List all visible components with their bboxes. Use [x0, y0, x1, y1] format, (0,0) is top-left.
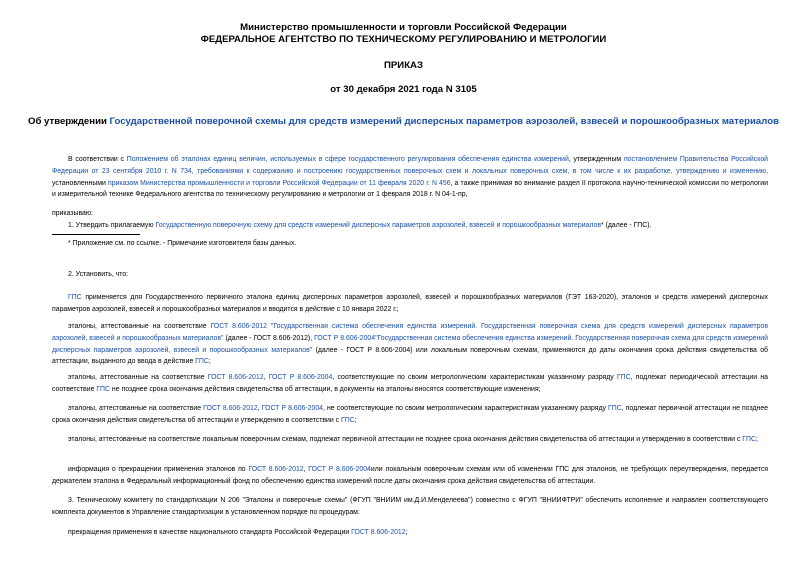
preamble-paragraph [52, 154, 768, 201]
item-text: , не соответствующие по своим метрологическим характеристикам указанному разряду [323, 405, 609, 412]
preamble-text: В соответствии с [68, 156, 127, 163]
item-2-heading: 2. Установить, что: [68, 271, 129, 278]
gps-link[interactable]: ГПС [68, 294, 82, 301]
gost-r-8-606-2004-link[interactable]: ГОСТ Р 8.606-2004"Государственная система обеспечения единства измерений. Государственная поверочная схема для средств измерений дисперсных параметров аэрозолей, взвесей и порошкообразных материалов" [52, 334, 768, 354]
item-2e [52, 434, 768, 446]
gost-8-606-2012-link[interactable]: ГОСТ 8.606-2012 "Государственная система обеспечения единства измерений. Государственная поверочная схема для средств измерений дисперсных параметров аэрозолей, взвесей и порошкообразных материалов" [52, 323, 768, 342]
item-text: применяется для Государственного первичного эталона единиц дисперсных параметров аэрозолей, взвесей и порошкообразных материалов (ГЭТ 163-2020), эталонов и средств измерений дисперсных параметров аэрозолей, взвесей и порошкообразных материалов и вводится в действие с 10 января 2022 г.; [52, 294, 768, 313]
item-2a [52, 292, 768, 316]
preamble-text: установленными [52, 179, 108, 187]
item-text: ; [354, 416, 357, 424]
gost-8-606-2012-link[interactable]: ГОСТ 8.606-2012 [248, 466, 304, 473]
document-title [0, 116, 807, 127]
item-text: информация о прекращении применения эталонов по [68, 466, 249, 473]
item-2c [52, 372, 768, 396]
item-3: 3. Техническому комитету по стандартизации N 206 "Эталоны и поверочные схемы" (ФГУП "ВНИИМ им.Д.И.Менделеева") совместно с ФГУП "ВНИИФТРИ" обеспечить исполнение и направлен соответствующего комплекта документов в Управление стандартизации в установленном порядке по процедурам: [52, 497, 768, 516]
gost-8-606-2012-link[interactable]: ГОСТ 8.606-2012 [203, 405, 258, 412]
footnote-divider [52, 234, 140, 235]
item-2f [52, 464, 768, 488]
item-text: * (далее - ГПС). [600, 222, 652, 229]
item-text: эталоны, аттестованные на соответствие локальным поверочным схемам, подлежат первичной аттестации не позднее срока окончания действия свидетельства об аттестации и утверждению в соответствии с [68, 436, 743, 443]
item-text: ; [755, 436, 758, 443]
ministry-heading: Министерство промышленности и торговли Российской Федерации [240, 22, 567, 33]
item-1 [52, 220, 768, 232]
verification-scheme-link[interactable]: Государственную поверочную схему для средств измерений дисперсных параметров аэрозолей, взвесей и порошкообразных материалов [155, 222, 601, 229]
item-text: не позднее срока окончания действия свидетельства об аттестации, в документы на эталоны вносятся соответствующие изменения; [110, 385, 541, 393]
preamble-text: , а также принимая во внимание раздел II протокола научно-технической комиссии по метрологии и измерительной технике Федерального агентства по техническому регулированию и метрологии от 1 февраля 2018 г. N 04-1-пр, [52, 179, 769, 199]
date-number: от 30 декабря 2021 года N 3105 [330, 84, 477, 95]
gost-r-8-606-2004-link[interactable]: ГОСТ Р 8.606-2004 [308, 466, 371, 473]
gps-link[interactable]: ГПС [608, 405, 622, 412]
title-prefix: Об утверждении [28, 116, 110, 127]
item-text: эталоны, аттестованные на соответствие [68, 374, 208, 381]
item-text: или локальным поверочным схемам или об изменении ГПС для эталонов, не требующих переутверждения, передается держателем эталона в Федеральный информационный фонд по обеспечению единства измерений после даты окончания срока действия свидетельства об аттестации. [52, 466, 769, 485]
gps-link[interactable]: ГПС [742, 436, 756, 443]
gps-link[interactable]: ГПС [341, 416, 355, 424]
item-text: 1. Утвердить прилагаемую [68, 222, 156, 229]
gost-r-8-606-2004-link[interactable]: ГОСТ Р 8.606-2004 [261, 405, 324, 412]
agency-heading: ФЕДЕРАЛЬНОЕ АГЕНТСТВО ПО ТЕХНИЧЕСКОМУ РЕГУЛИРОВАНИЮ И МЕТРОЛОГИИ [200, 34, 607, 45]
gps-link[interactable]: ГПС [195, 358, 209, 366]
regulation-link[interactable]: Положением об эталонах единиц величин, используемых в сфере государственного регулирования обеспечения единства измерений [126, 156, 569, 163]
item-text: , [263, 374, 269, 381]
preamble-text: , утвержденным [568, 156, 624, 163]
item-text: , [303, 466, 309, 473]
item-text: , подлежат первичной аттестации не позднее срока окончания действия свидетельства об аттестации и утверждению в соответствии с [52, 405, 768, 424]
government-decree-link[interactable]: постановлением Правительства Российской Федерации от 23 сентября 2010 г. N 734, требованиями к содержанию и построению государственных поверочных схем и локальных поверочных схем, в том числе к их разработке, утверждению и изменению, [52, 156, 769, 175]
item-text: (далее - ГОСТ Р 8.606-2004) или локальным поверочным схемам, применяются до даты окончания срока действия свидетельства об аттестации, выданного до ввода в действие [52, 346, 768, 366]
item-2b [52, 321, 768, 368]
doc-type-heading: ПРИКАЗ [384, 60, 423, 71]
item-text: (далее - ГОСТ 8.606-2012), [223, 334, 315, 342]
item-text: ; [208, 358, 211, 366]
gps-link[interactable]: ГПС [96, 385, 110, 393]
footnote: * Приложение см. по ссылке. - Примечание изготовителя базы данных. [68, 240, 297, 247]
gost-8-606-2012-link[interactable]: ГОСТ 8.606-2012 [351, 529, 406, 536]
item-text: ; [405, 529, 408, 536]
item-text: , подлежат периодической аттестации на соответствие [52, 374, 768, 393]
gost-8-606-2012-link[interactable]: ГОСТ 8.606-2012 [207, 374, 264, 381]
gps-link[interactable]: ГПС [616, 374, 631, 381]
order-word: приказываю: [52, 210, 93, 217]
item-text: прекращения применения в качестве национального стандарта Российской Федерации [68, 529, 352, 536]
gost-r-8-606-2004-link[interactable]: ГОСТ Р 8.606-2004 [268, 374, 333, 381]
item-2d [52, 403, 768, 427]
item-text: эталоны, аттестованные на соответствие [68, 323, 211, 330]
item-text: , [257, 405, 262, 412]
item-3a [52, 527, 768, 539]
title-link[interactable]: Государственной поверочной схемы для средств измерений дисперсных параметров аэрозолей, взвесей и порошкообразных материалов [109, 116, 779, 127]
item-text: эталоны, аттестованные на соответствие [68, 405, 204, 412]
item-text: , соответствующие по своим метрологическим характеристикам указанному разряду [332, 374, 617, 381]
ministry-order-link[interactable]: приказом Министерства промышленности и торговли Российской Федерации от 11 февраля 2020 г. N 456 [108, 179, 451, 187]
